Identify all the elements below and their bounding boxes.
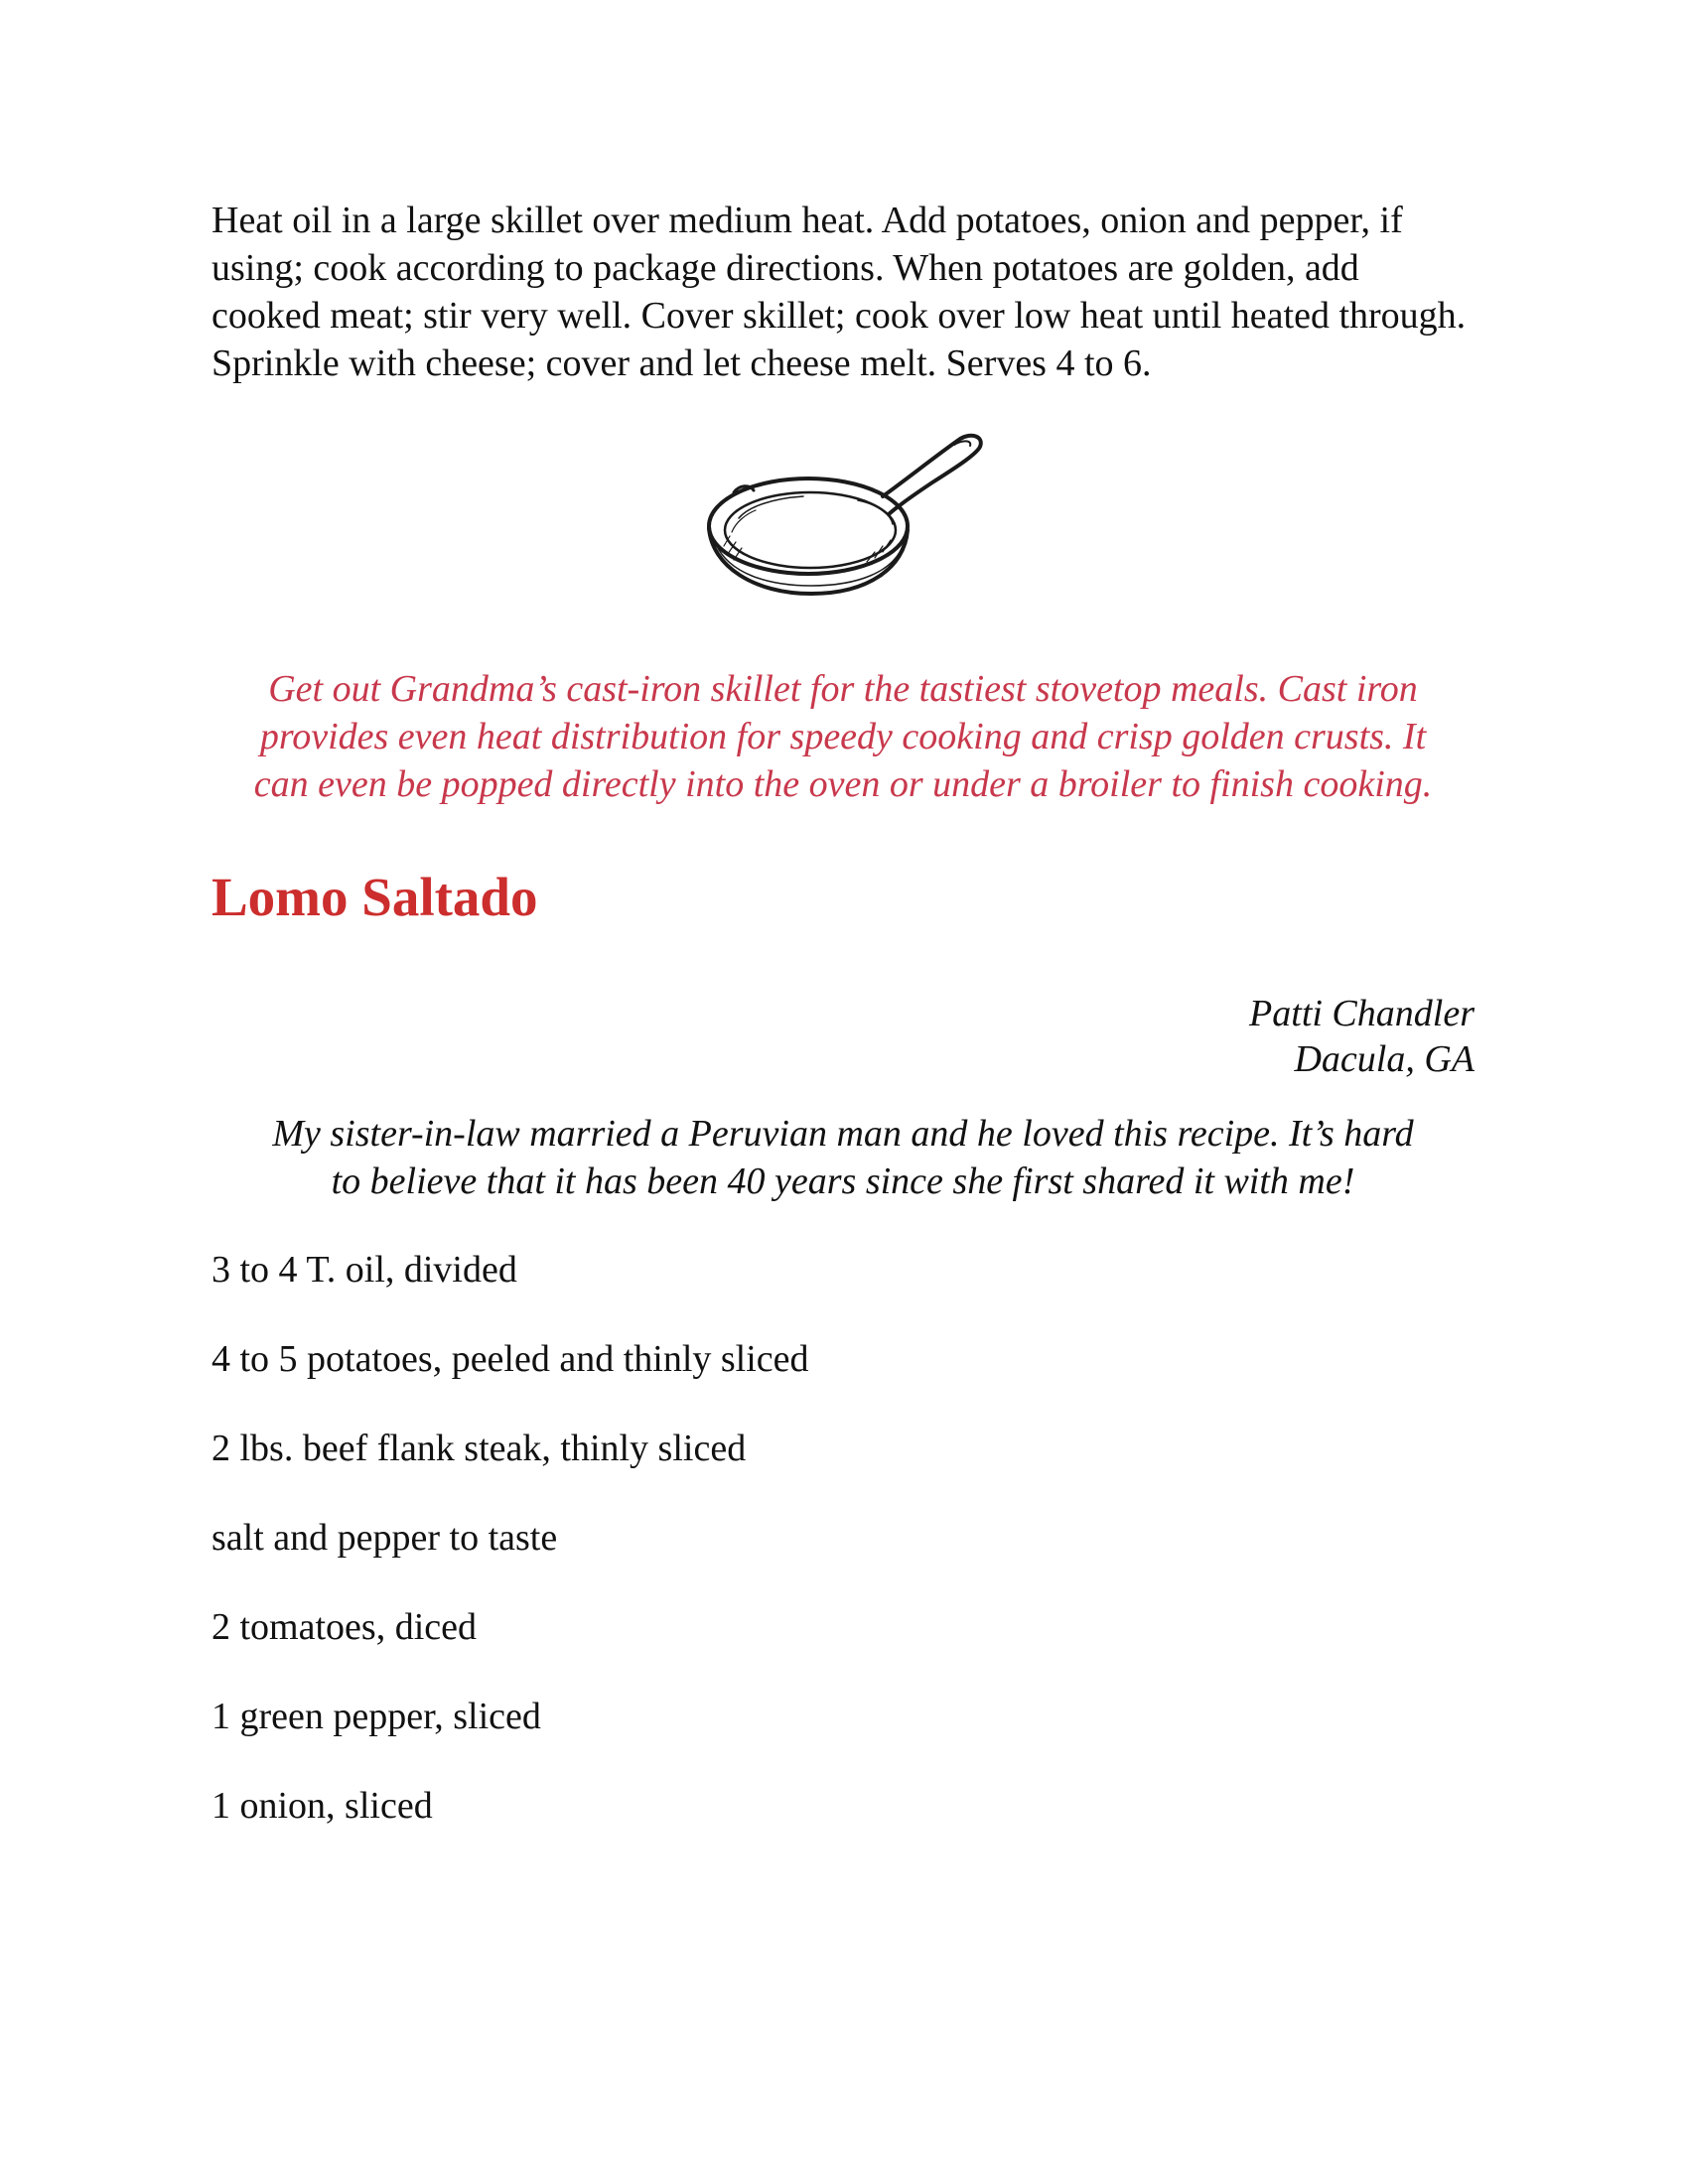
skillet-illustration bbox=[211, 427, 1475, 625]
author-location: Dacula, GA bbox=[1294, 1038, 1475, 1080]
ingredient-item: salt and pepper to taste bbox=[211, 1517, 558, 1559]
ingredient-item: 3 to 4 T. oil, divided bbox=[211, 1249, 517, 1291]
page bbox=[211, 197, 1475, 1872]
recipe-author bbox=[211, 991, 1475, 1082]
ingredient-item: 1 onion, sliced bbox=[211, 1785, 433, 1827]
previous-recipe-directions: Heat oil in a large skillet over medium heat. Add potatoes, onion and pepper, if using; cook according to package directions. When potatoes are golden, add cooked meat; stir very well. Cover skillet; cook over low heat until heated through. Sprinkle with cheese; cover and let cheese melt. Serves 4 to 6. bbox=[211, 200, 1467, 384]
ingredient-item: 2 lbs. beef flank steak, thinly sliced bbox=[211, 1428, 747, 1469]
author-name: Patti Chandler bbox=[1249, 993, 1475, 1034]
recipe-title: Lomo Saltado bbox=[211, 867, 538, 927]
recipe-intro: My sister-in-law married a Peruvian man and he loved this recipe. It’s hard to believe that it has been 40 years since she first shared it with me! bbox=[272, 1113, 1414, 1202]
ingredient-item: 2 tomatoes, diced bbox=[211, 1606, 477, 1648]
ingredient-item: 1 green pepper, sliced bbox=[211, 1696, 541, 1737]
cast-iron-tip: Get out Grandma’s cast-iron skillet for the tastiest stovetop meals. Cast iron provides even heat distribution for speedy cooking and crisp golden crusts. It can even be popped directly into the oven or under a broiler to finish cooking. bbox=[253, 668, 1433, 805]
ingredient-item: 4 to 5 potatoes, peeled and thinly sliced bbox=[211, 1338, 809, 1380]
cast-iron-skillet-icon bbox=[694, 427, 992, 625]
ingredient-list bbox=[211, 1247, 1475, 1829]
